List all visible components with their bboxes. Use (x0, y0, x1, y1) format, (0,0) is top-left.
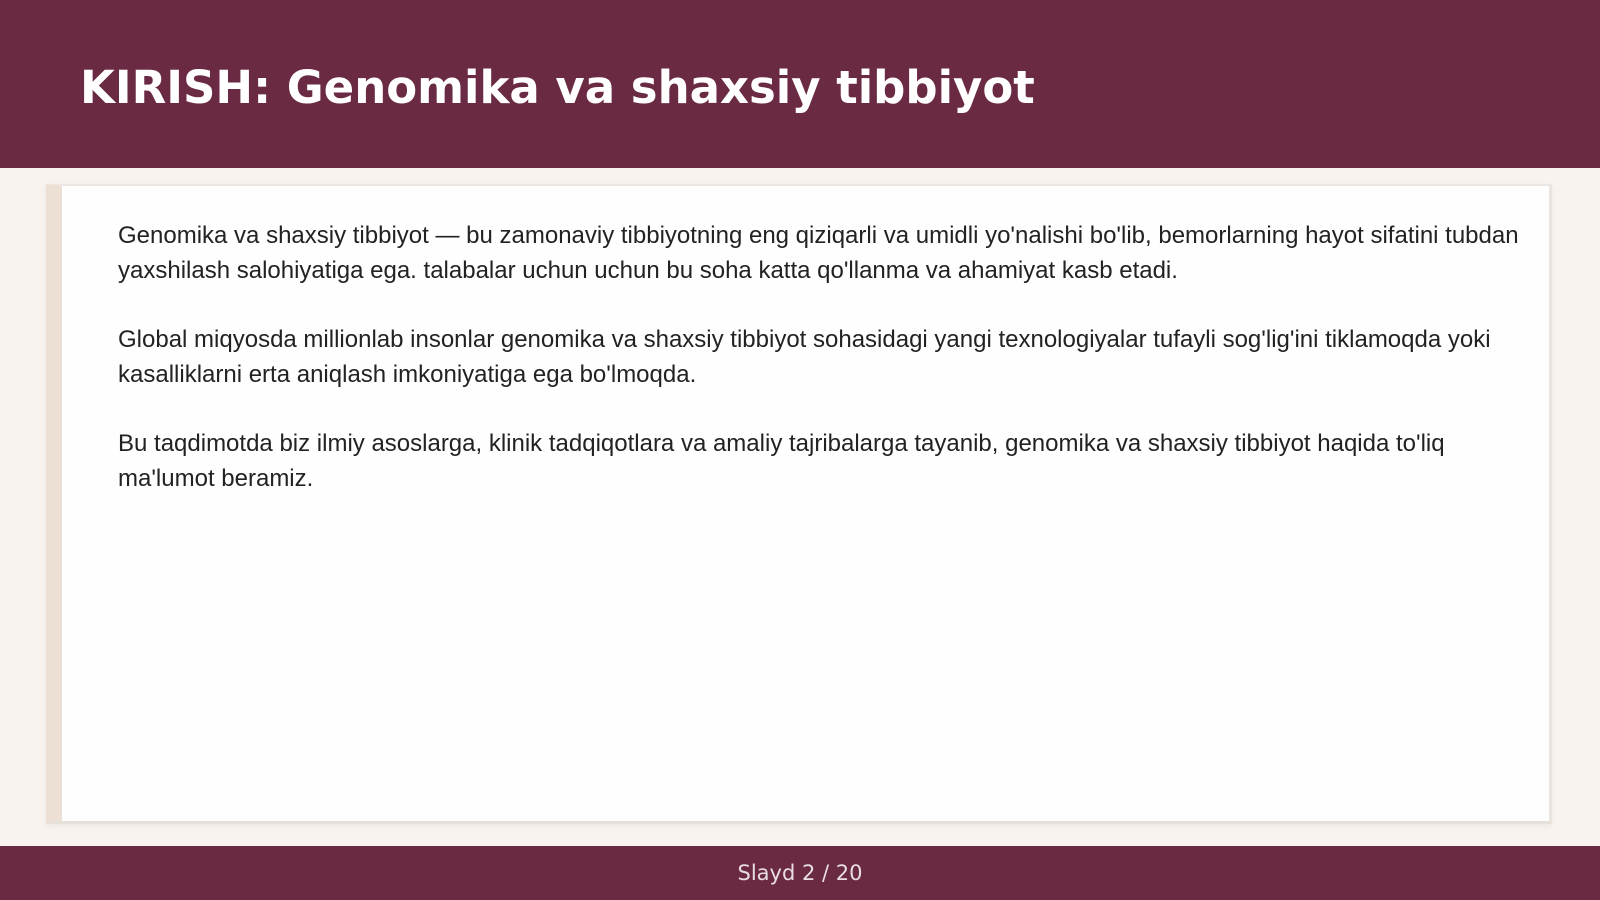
body-paragraph: Global miqyosda millionlab insonlar genomika va shaxsiy tibbiyot sohasidagi yangi texnologiyalar tufayli sog'lig'ini tiklamoqda yoki kasalliklarni erta aniqlash imkoniyatiga ega bo'lmoqda. (118, 326, 1491, 388)
slide-counter: Slayd 2 / 20 (737, 861, 863, 885)
slide-header (0, 0, 1600, 168)
content-card (46, 184, 1552, 824)
body-paragraph: Genomika va shaxsiy tibbiyot — bu zamonaviy tibbiyotning eng qiziqarli va umidli yo'nalishi bo'lib, bemorlarning hayot sifatini tubdan yaxshilash salohiyatiga ega. talabalar uchun uchun bu soha katta qo'llanma va ahamiyat kasb etadi. (118, 222, 1519, 284)
body-paragraph: Bu taqdimotda biz ilmiy asoslarga, klinik tadqiqotlara va amaliy tajribalarga tayanib, genomika va shaxsiy tibbiyot haqida to'liq ma'lumot beramiz. (118, 430, 1445, 492)
slide-title: KIRISH: Genomika va shaxsiy tibbiyot (80, 61, 1035, 114)
slide-footer (0, 846, 1600, 900)
